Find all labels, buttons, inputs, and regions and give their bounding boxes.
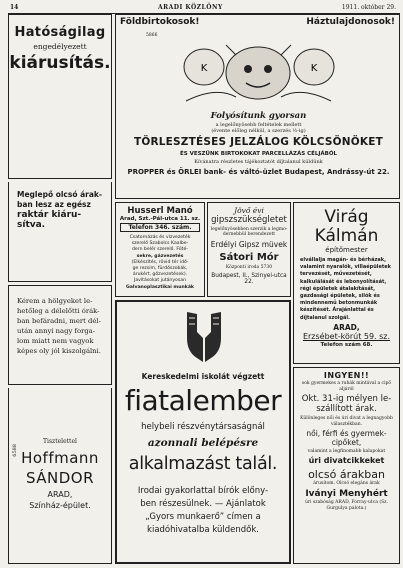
ad-ingyen-l3: Okt. 31-ig mélyen le-: [301, 394, 392, 404]
ad-fiatal-l5: alkalmazást talál.: [128, 454, 278, 474]
ad-meglepo-l3: raktár kiáru-: [17, 210, 82, 220]
ad-husserl-l7: árukért, gőzvezetések).: [132, 272, 188, 278]
ad-gipsz: [207, 202, 291, 297]
ad-kerem-l2: hetőleg a délelőtti órák-: [17, 307, 100, 315]
ad-kerem-l4: után annyi nagy forga-: [17, 327, 96, 335]
ad-top-line2: a legelőnyösebb feltételek mellett: [215, 122, 302, 128]
ad-kerem-l3: ban befáradni, mert dél-: [17, 317, 101, 325]
ad-fiatal-l8: „Gyors munkaerő” címen a: [145, 512, 261, 522]
ad-ingyen-l2: sok gyermekes a ruhák mintával a cipő aljáról: [301, 381, 392, 392]
ad-top-line1: Folyósítunk gyorsan: [210, 111, 307, 121]
ad-ivanyi: [293, 367, 400, 564]
ad-top-line4: TÖRLESZTÉSES JELZÁLOG KÖLCSÖNÖKET: [134, 136, 383, 148]
ad-ingyen-l12: Iványi Menyhért: [305, 489, 388, 499]
ad-husserl-l5: (Elkészítés, rövid tér idő-: [131, 259, 189, 265]
ad-virag-l1: Virág: [324, 207, 369, 227]
ad-hoffmann-l3: SÁNDOR: [25, 469, 95, 487]
ad-husserl-l1: Csatornázás és vízvezeték: [129, 235, 191, 240]
ad-fiatal-l2: fiatalember: [124, 384, 282, 417]
ad-husserl-addr: Arad, Szt.-Pál-utca 11. sz.: [119, 216, 201, 222]
ad-husserl-l9: Galvanoplasztikai munkák: [126, 284, 194, 290]
ad-kerem: [8, 285, 112, 385]
ad-hoffmann: [8, 388, 112, 564]
money-bags-illustration-icon: [176, 31, 341, 116]
ad-gipsz-l4: dernebbül berendezett: [222, 232, 276, 237]
ad-virag-l4: ARAD,: [333, 322, 360, 332]
ad-hoffmann-l2: Hoffmann: [21, 449, 99, 467]
ad-fiatal-l3: helybeli részvénytársaságnál: [141, 422, 265, 432]
page-header: [8, 3, 400, 14]
ad-husserl-l6: ge rezsim, fürdőszobák,: [132, 266, 188, 272]
ad-ingyen-l7: cipőket,: [331, 438, 362, 447]
ad-fiatalember: [115, 300, 291, 564]
ad-meglepo-l2: ban lesz az egész: [17, 200, 91, 209]
ad-gipsz-l8: Budapest, II., Szinyei-utca 22.: [211, 273, 287, 285]
ad-kerem-l5: lom miatt nem vagyok: [17, 337, 94, 345]
ad-ingyen-l6: női, férfi és gyermek-: [306, 429, 387, 438]
ad-top-code: 5866: [146, 33, 158, 38]
ad-top-line3: (évente előleg nélkül, a szerzés ½-ig): [211, 128, 306, 134]
ad-ingyen-l9: úri divatcikkeket: [308, 456, 385, 465]
ad-virag-body: elvállalja magán- és bérházak, valamint nyaralók, villaépületek tervezését, művezetését, kalkulálását és lebonyolítását, régi épületek átalakítását, gazdasági épületek, silók és mindennemű betonmunkák készítését. Árajánlattal és díjtalanul szolgál.: [300, 257, 391, 321]
ad-top-line7: PROPPER és ÖRLEI bank- és váltó-üzlet Budapest, Andrássy-út 22.: [127, 168, 390, 176]
ad-fiatal-l1: Kereskedelmi iskolát végzett: [141, 372, 265, 381]
ad-ingyen-l1: INGYEN!!: [323, 371, 370, 380]
paper-title: ARADI KÖZLÖNY: [158, 4, 223, 11]
ad-husserl-title: Husserl Manó: [127, 206, 193, 216]
ad-hoffmann-code: 6588: [12, 444, 18, 457]
ad-gipsz-l1: Jövő évi: [234, 206, 264, 215]
ad-husserl-l8: Javításokat jutányosan: [133, 278, 186, 284]
svg-text:K: K: [200, 63, 208, 74]
ad-gipsz-l7: Központi iroda 5730: [225, 265, 273, 270]
ad-hoffmann-l1: Tisztelettel: [43, 438, 77, 445]
ad-hoffmann-l5: Színház-épület.: [29, 501, 91, 510]
ad-fiatal-l7: ben részesülnek. — Ajánlatok: [140, 499, 266, 509]
ad-fiatal-l6: Irodai gyakorlattal bírók előny-: [137, 486, 269, 496]
ad-kiarusitas-l2: engedélyezett: [33, 42, 87, 51]
ad-ingyen-l8: valamint a legfinomabb kalapokat: [307, 449, 386, 454]
ad-kiarusitas: [8, 14, 112, 179]
ad-virag-l2: Kálmán: [314, 226, 379, 246]
ad-hoffmann-l4: ARAD,: [47, 490, 73, 499]
ad-gipsz-l6: Sátori Mór: [219, 252, 279, 263]
ad-ingyen-l11: árusítom. Olcsó elegáns árak: [313, 481, 380, 486]
page-number: 14: [10, 4, 19, 11]
hands-illustration-icon: [175, 308, 233, 366]
ad-husserl-l4: sekre, gázvezetés: [136, 253, 184, 259]
ad-meglepo-l1: Meglepő olcsó árak-: [17, 190, 103, 199]
ad-ingyen-l13: úri szabóság ARAD, Forray-utca (Sz. Gurgulya palota.): [305, 500, 388, 511]
ad-ingyen-l4: szállított árak.: [316, 404, 377, 414]
ad-virag-l3: építőmester: [325, 246, 368, 254]
ad-virag-l5: Erzsébet-körút 59. sz.: [302, 331, 391, 341]
ad-husserl: [115, 202, 205, 297]
ad-top-line5: ÉS VESZÜNK BIRTOKOKAT PARCELLÁZÁS CÉLJÁBÓL: [179, 151, 338, 157]
ad-fiatal-l4: azonnali belépésre: [147, 437, 259, 449]
ad-ingyen-l5: Különleges női és úri divat a legnagyobb választékban.: [300, 416, 393, 427]
ad-top-left-title: Földbirtokosok!: [120, 17, 200, 27]
ad-husserl-l2: szerelő Szabolcs Kaalbe-: [131, 241, 189, 247]
ad-gipsz-l3: legelőnyösebben szerzik a legmo-: [210, 227, 288, 232]
ad-top-line6: Kívánatra részletes tájékoztatót díjtalanul küldünk: [194, 159, 323, 165]
ad-husserl-l3: dern belér szerelő. Fűté-: [132, 247, 188, 253]
ad-kiarusitas-l3: kiárusítás.: [9, 53, 111, 73]
ad-top-right-title: Háztulajdonosok!: [306, 17, 395, 27]
ad-ingyen-l10: olcsó árakban: [308, 468, 385, 481]
ad-husserl-tel: Telefon 346. szám.: [120, 223, 200, 232]
ad-gipsz-l5: Erdélyi Gipsz müvek: [210, 240, 288, 249]
ad-kerem-l1: Kérem a hölgyeket le-: [17, 297, 93, 305]
ad-meglepo: [8, 182, 112, 282]
ad-meglepo-l4: sítva.: [17, 220, 46, 230]
ad-virag-l6: Telefon szám 68.: [320, 341, 373, 348]
ad-virag-kalman: [293, 202, 400, 364]
ad-fiatal-l9: kiadóhivatalba küldendők.: [147, 525, 259, 535]
ad-propper-orlei: [115, 14, 400, 199]
ad-gipsz-l2: gipszszükségletet: [211, 215, 287, 225]
ad-kerem-l6: képes oly jól kiszolgálni.: [17, 347, 101, 355]
issue-date: 1911. október 29.: [341, 4, 396, 11]
svg-text:K: K: [310, 63, 318, 74]
ad-kiarusitas-l1: Hatóságilag: [14, 25, 106, 40]
